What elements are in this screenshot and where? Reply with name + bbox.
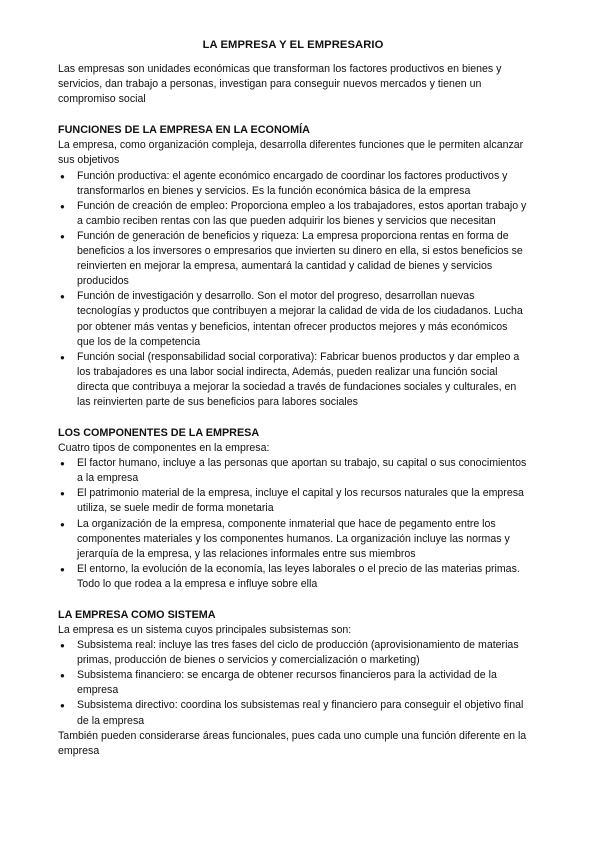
list-item: ● Subsistema real: incluye las tres fases del ciclo de producción (aprovisionamiento de materias primas, producción de bienes o servicios y comercialización o marketing) bbox=[58, 638, 528, 668]
section-funciones bbox=[58, 123, 528, 410]
bullet-list bbox=[58, 169, 528, 411]
list-item: ● Función de generación de beneficios y riqueza: La empresa proporciona rentas en forma de beneficios a los inversores o empresarios que invierten su dinero en ella, si estos beneficios se reinvierten en mejorar la empresa, aumentará la cantidad y calidad de bienes y servicios producidos bbox=[58, 229, 528, 289]
list-item: ● Subsistema financiero: se encarga de obtener recursos financieros para la actividad de la empresa bbox=[58, 668, 528, 698]
section-lead: La empresa es un sistema cuyos principales subsistemas son: bbox=[58, 624, 352, 636]
section-lead: La empresa, como organización compleja, desarrolla diferentes funciones que le permiten alcanzar sus objetivos bbox=[58, 139, 524, 167]
list-item: ● El patrimonio material de la empresa, incluye el capital y los recursos naturales que la empresa utiliza, se suele medir de forma monetaria bbox=[58, 486, 528, 516]
list-item: ● La organización de la empresa, componente inmaterial que hace de pegamento entre los componentes materiales y los componentes humanos. La organización incluye las normas y jerarquía de la empresa, y las relaciones informales entre sus miembros bbox=[58, 517, 528, 562]
section-sistema bbox=[58, 608, 528, 759]
list-item: ● El entorno, la evolución de la economía, las leyes laborales o el precio de las materias primas. Todo lo que rodea a la empresa e influye sobre ella bbox=[58, 562, 528, 592]
bullet-list bbox=[58, 638, 528, 729]
list-item: ● Función de creación de empleo: Proporciona empleo a los trabajadores, estos aportan trabajo y a cambio reciben rentas con las que pueden adquirir los bienes y servicios que necesitan bbox=[58, 199, 528, 229]
closing-paragraph: También pueden considerarse áreas funcionales, pues cada uno cumple una función diferente en la empresa bbox=[58, 729, 527, 757]
list-item: ● Subsistema directivo: coordina los subsistemas real y financiero para conseguir el objetivo final de la empresa bbox=[58, 698, 528, 728]
document-title: LA EMPRESA Y EL EMPRESARIO bbox=[202, 39, 384, 51]
list-item: ● Función de investigación y desarrollo. Son el motor del progreso, desarrollan nuevas tecnologías y productos que contribuyen a mejorar la calidad de vida de los ciudadanos. Lucha por obtener más ventas y beneficios, intentan ofrecer productos mejores y más económicos que los de la competencia bbox=[58, 289, 528, 349]
list-item: ● El factor humano, incluye a las personas que aportan su trabajo, su capital o sus conocimientos a la empresa bbox=[58, 456, 528, 486]
intro-paragraph: Las empresas son unidades económicas que transforman los factores productivos en bienes y servicios, dan trabajo a personas, investigan para conseguir nuevos mercados y tienen un compromiso social bbox=[58, 63, 502, 106]
section-lead: Cuatro tipos de componentes en la empresa: bbox=[58, 442, 270, 455]
section-heading: LOS COMPONENTES DE LA EMPRESA bbox=[58, 427, 260, 440]
bullet-list bbox=[58, 456, 528, 592]
list-item: ● Función social (responsabilidad social corporativa): Fabricar buenos productos y dar empleo a los trabajadores es una labor social indirecta, Además, pueden realizar una función social directa que contribuya a mejorar la sociedad a través de fundaciones sociales y culturales, en las reinvierten parte de sus beneficios para labores sociales bbox=[58, 350, 528, 410]
section-heading: FUNCIONES DE LA EMPRESA EN LA ECONOMÍA bbox=[58, 124, 310, 137]
section-heading: LA EMPRESA COMO SISTEMA bbox=[58, 609, 216, 621]
list-item: ● Función productiva: el agente económico encargado de coordinar los factores productivos y transformarlos en bienes y servicios. Es la función económica básica de la empresa bbox=[58, 169, 528, 199]
section-componentes bbox=[58, 426, 528, 592]
